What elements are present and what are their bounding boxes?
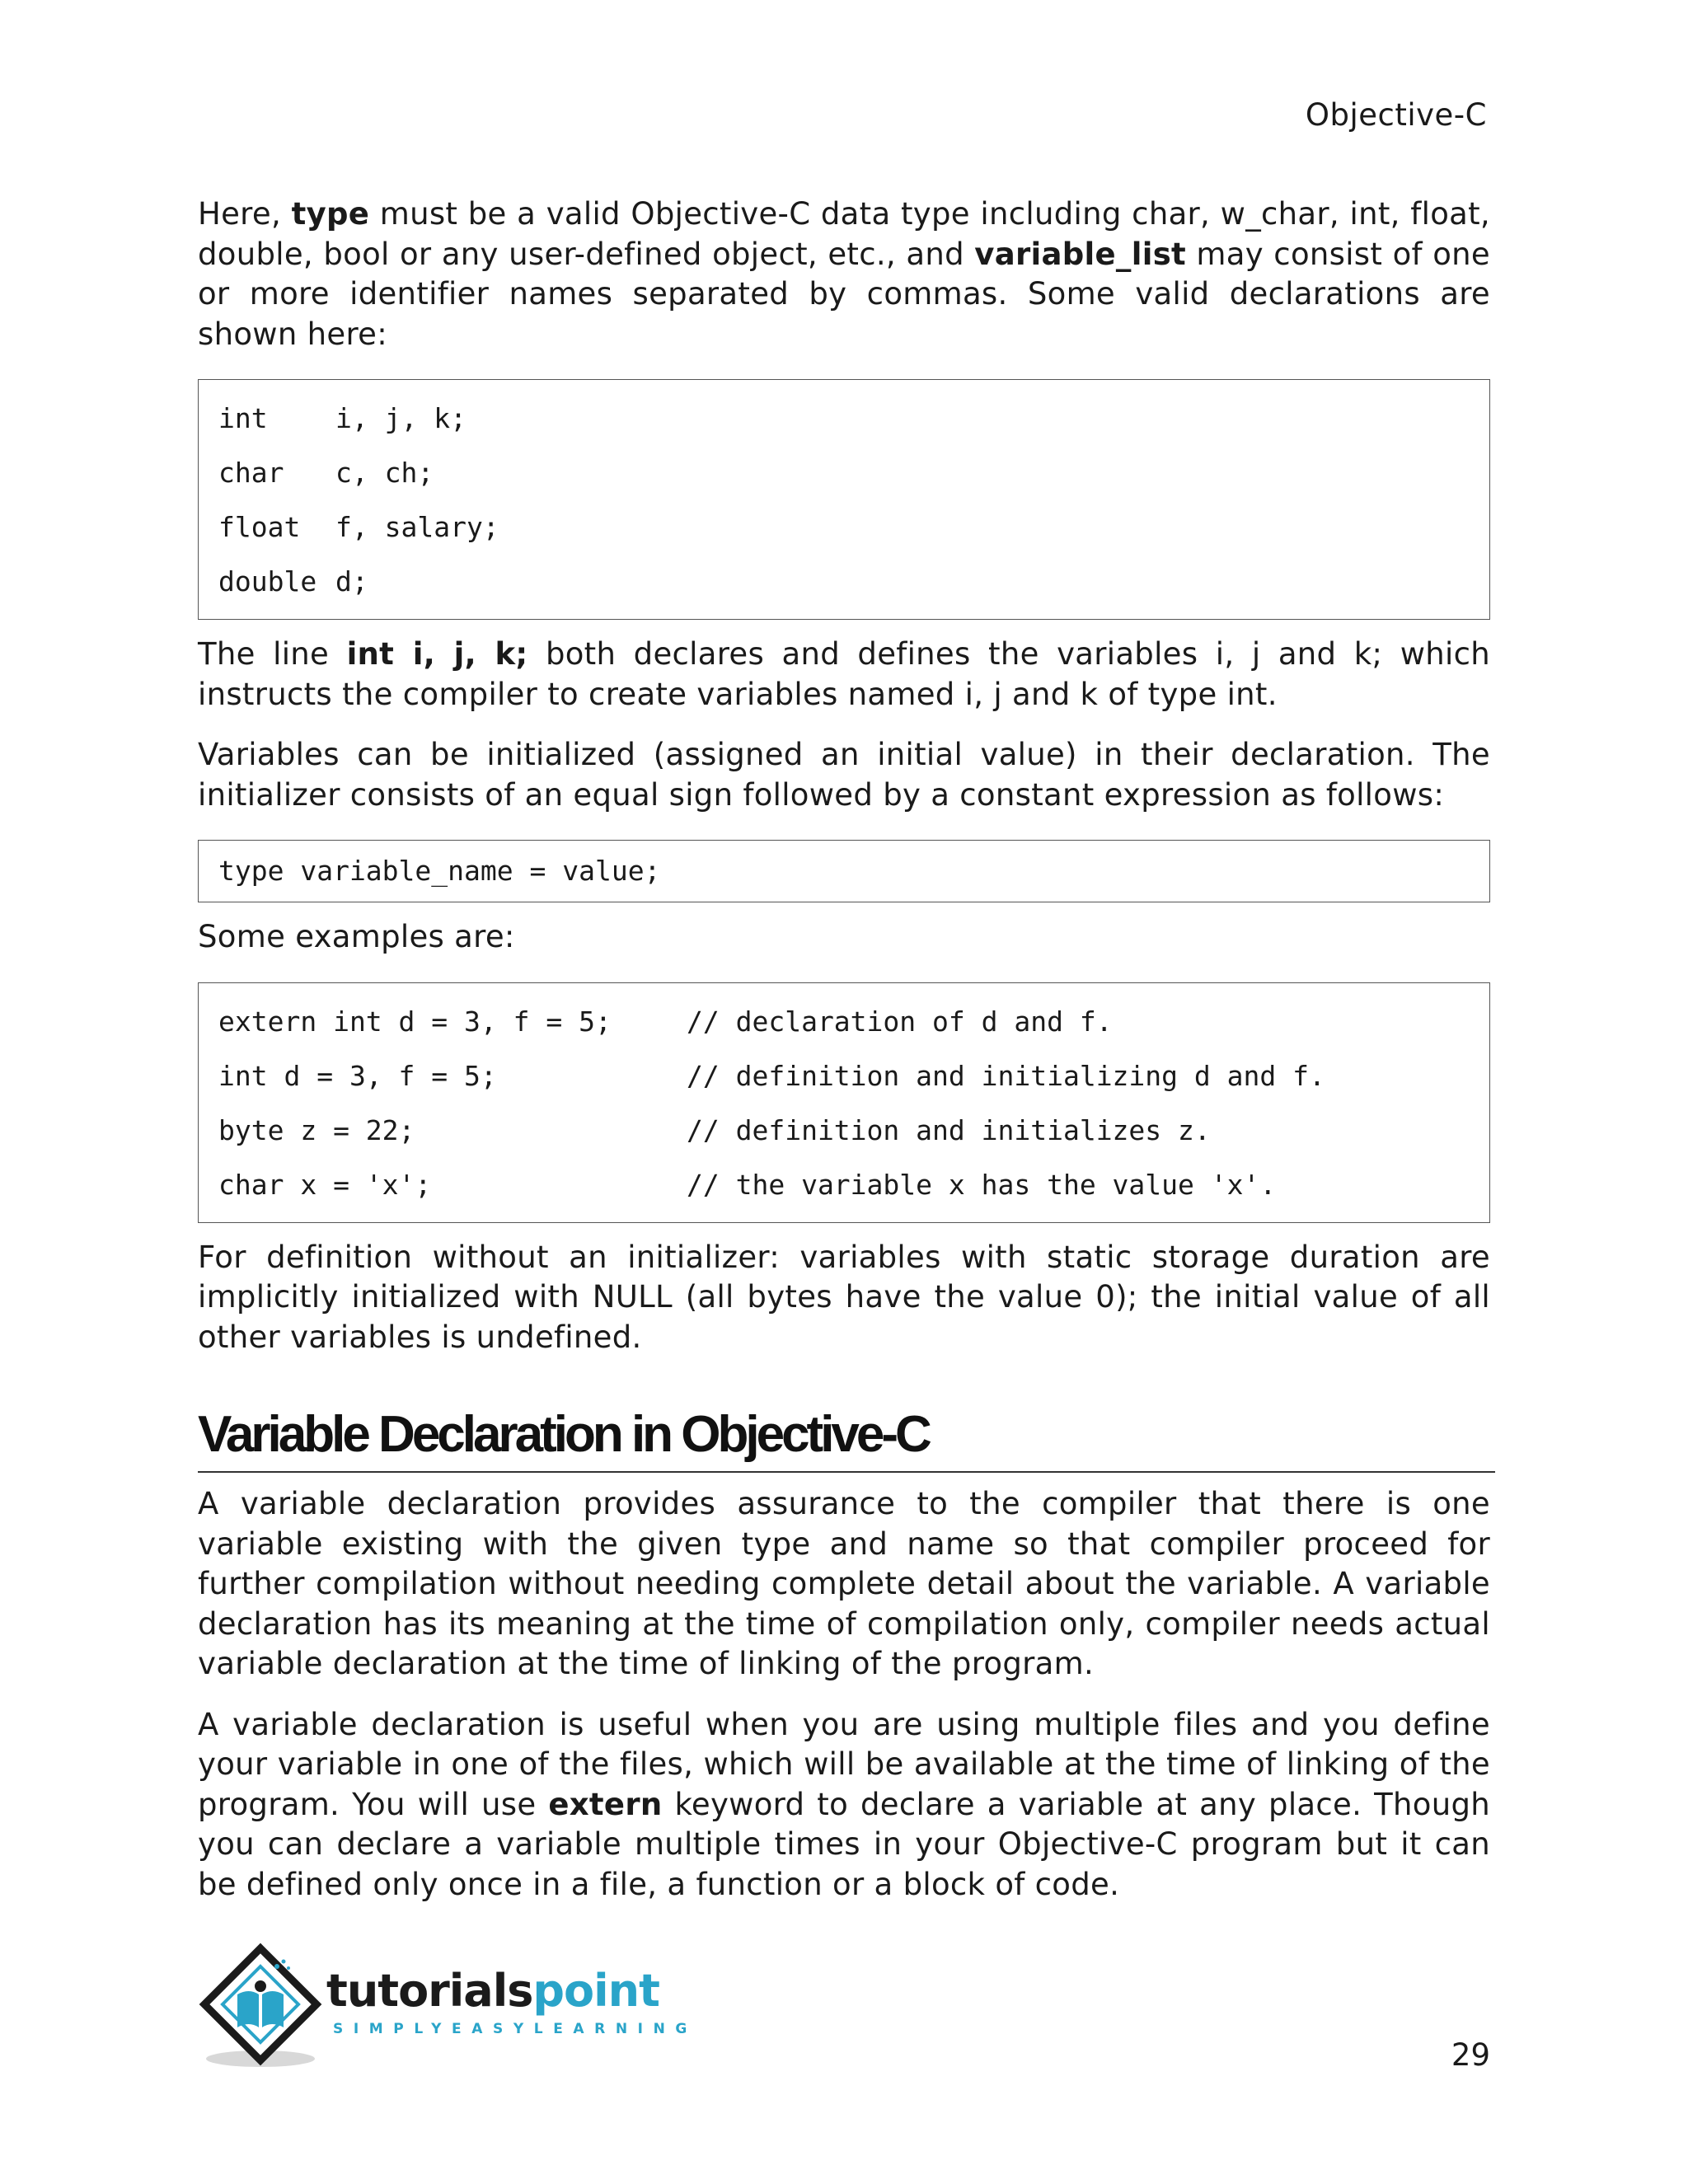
- code-line: int d = 3, f = 5; // definition and initializing d and f.: [218, 1059, 1325, 1092]
- logo-emblem-icon: [195, 1942, 326, 2074]
- tutorialspoint-logo: [195, 1942, 697, 2074]
- page-number: 29: [1451, 2037, 1490, 2073]
- page-content: [198, 194, 1490, 1905]
- paragraph-definition-without-initializer: For definition without an initializer: variables with static storage duration are implicitly initialized with NULL (all bytes have the value 0); the initial value of all other variables is undefined.: [198, 1239, 1490, 1355]
- logo-tagline: SIMPLYEASYLEARNING: [333, 2021, 697, 2037]
- paragraph-type-description: Here, type must be a valid Objective-C data type including char, w_char, int, float, double, bool or any user-defined object, etc., and variable_list may consist of one or more identifier names separated by commas. Some valid declarations are shown here:: [198, 196, 1490, 352]
- code-block-examples: [198, 982, 1490, 1223]
- code-line: char x = 'x'; // the variable x has the value 'x'.: [218, 1168, 1277, 1201]
- code-line: type variable_name = value;: [218, 855, 661, 887]
- code-line: byte z = 22; // definition and initializes z.: [218, 1113, 1211, 1146]
- code-line: int i, j, k;: [218, 402, 467, 434]
- code-line: double d;: [218, 565, 368, 598]
- code-line: extern int d = 3, f = 5; // declaration of d and f.: [218, 1005, 1113, 1038]
- paragraph-variable-declaration: A variable declaration provides assurance to the compiler that there is one variable existing with the given type and name so that compiler proceed for further compilation without needing complete detail about the variable. A variable declaration has its meaning at the time of compilation only, compiler needs actual variable declaration at the time of linking of the program.: [198, 1486, 1490, 1681]
- running-header: Objective-C: [1305, 97, 1487, 133]
- code-line: char c, ch;: [218, 457, 434, 489]
- paragraph-extern: A variable declaration is useful when you are using multiple files and you define your variable in one of the files, which will be available at the time of linking of the program. You will use extern keyword to declare a variable at any place. Though you can declare a variable multiple times in your Objective-C program but it can be defined only once in a file, a function or a block of code.: [198, 1706, 1490, 1902]
- paragraph-int-ijk: The line int i, j, k; both declares and defines the variables i, j and k; which instructs the compiler to create variables named i, j and k of type int.: [198, 636, 1490, 712]
- code-block-declarations: [198, 379, 1490, 620]
- logo-wordmark: tutorialspoint: [326, 1965, 659, 2017]
- paragraph-examples-intro: Some examples are:: [198, 919, 515, 954]
- code-line: float f, salary;: [218, 511, 499, 543]
- code-block-initializer: [198, 840, 1490, 902]
- paragraph-initialization: Variables can be initialized (assigned an initial value) in their declaration. The initializer consists of an equal sign followed by a constant expression as follows:: [198, 737, 1490, 813]
- section-heading: Variable Declaration in Objective-C: [198, 1405, 1495, 1473]
